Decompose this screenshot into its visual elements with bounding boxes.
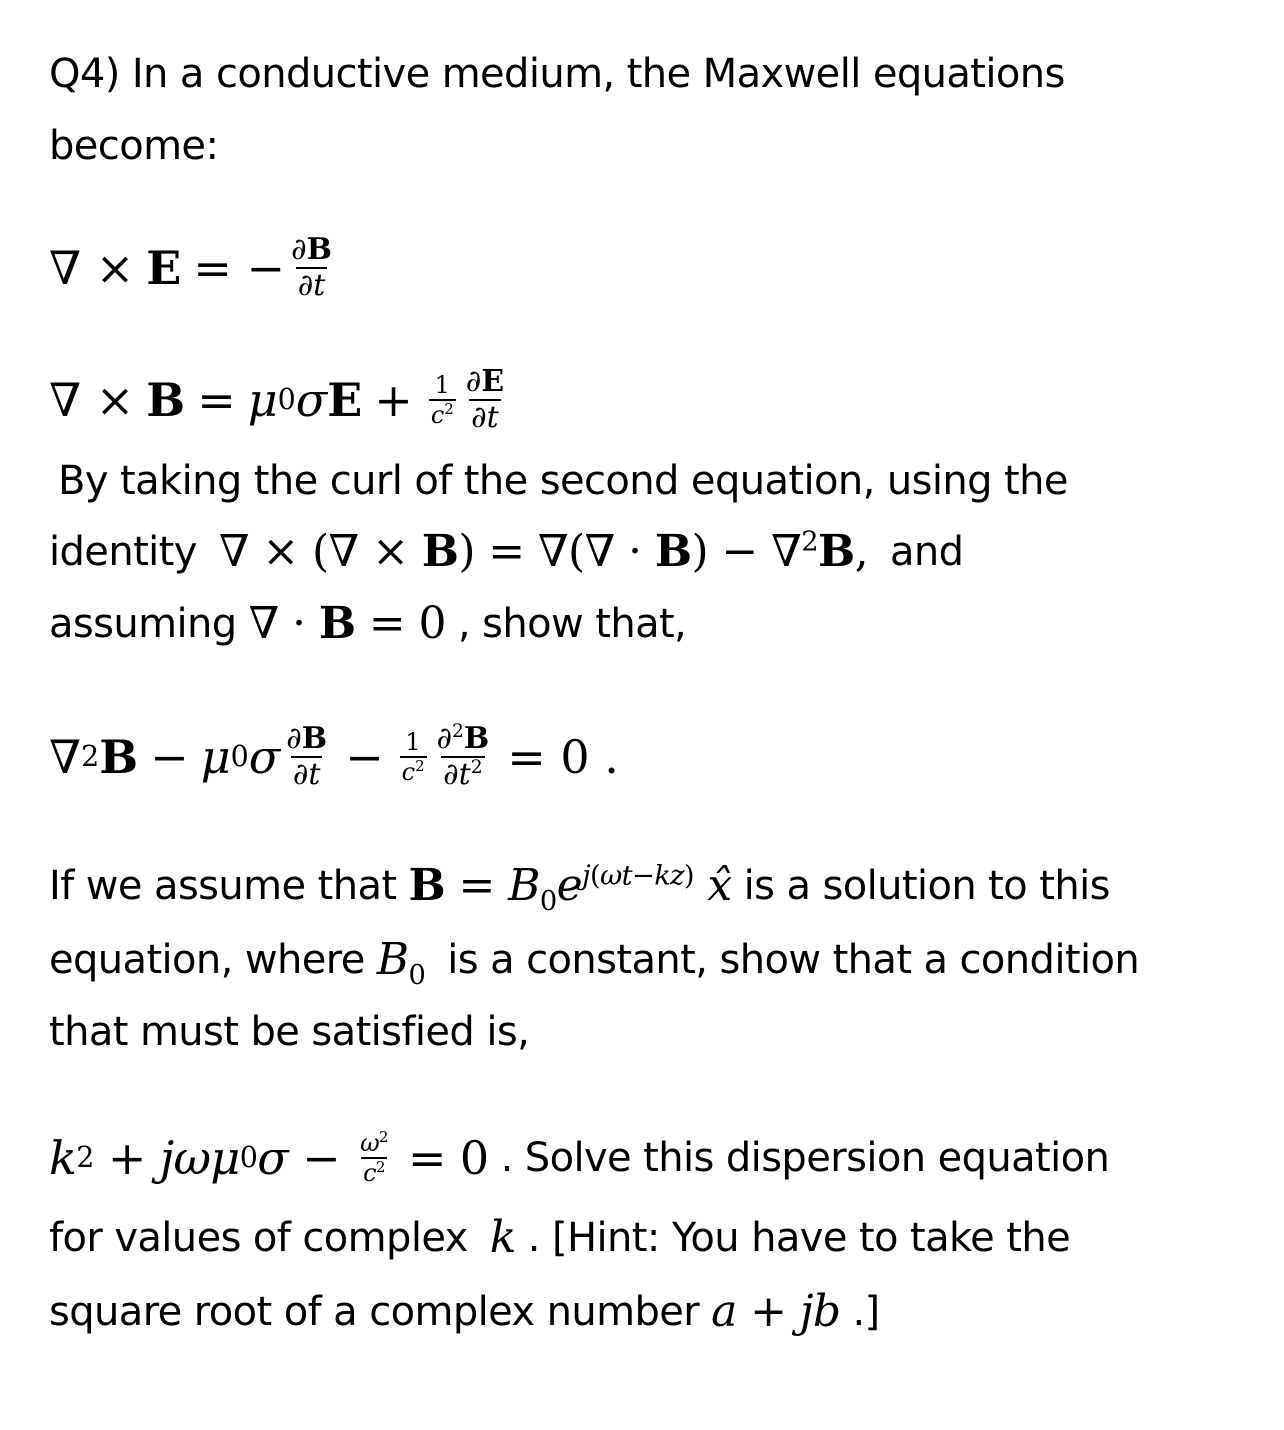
question-title-line-1: Q4) In a conductive medium, the Maxwell equations: [49, 51, 1065, 97]
dB-dt-fraction: $\frac{\partial B}{\partial t}$: [291, 232, 332, 303]
para3-line-2: [49, 1212, 1071, 1263]
wave-equation: ∇ 2 B − μ 0 σ $\frac{\partial B}{\partial t}$ − $\frac{1}{c^2}$ $\frac{\partial^2B}{\partial t^2}$ = 0 .: [49, 721, 619, 792]
end-text: .]: [852, 1289, 880, 1335]
one-over-c2-fraction: $\frac{1}{c^2}$: [430, 371, 454, 429]
dispersion-equation-math: k 2 + jωμ 0 σ − $\frac{\omega^2}{c^2}$ = 0: [49, 1128, 489, 1187]
plane-wave-solution-math: $B = B_0e^{j(\omega t-kz)}$ x̂: [408, 860, 732, 917]
constant-text: is a constant, show that a condition: [447, 937, 1140, 983]
b0-math: $B_0$: [376, 934, 426, 991]
d2B-dt2-fraction: $\frac{\partial^2B}{\partial t^2}$: [436, 721, 490, 792]
sqrt-text: square root of a complex number: [49, 1289, 700, 1335]
hint-text: . [Hint: You have to take the: [527, 1215, 1071, 1261]
one-over-c2-fraction-2: $\frac{1}{c^2}$: [401, 728, 425, 786]
para1-assuming-line: [49, 598, 687, 649]
omega2-over-c2-fraction: $\frac{\omega^2}{c^2}$: [360, 1128, 388, 1187]
para2-line-2: [49, 934, 1140, 991]
faraday-equation: ∇ × E = − $\frac{\partial B}{\partial t}$: [49, 232, 332, 303]
where-text: equation, where: [49, 937, 365, 983]
div-b-zero-math: ∇ · B = 0: [248, 598, 446, 649]
assume-text: If we assume that: [49, 863, 397, 909]
question-title-line-2: become:: [49, 123, 219, 169]
dB-dt-fraction-2: $\frac{\partial B}{\partial t}$: [286, 721, 328, 792]
solve-text: . Solve this dispersion equation: [500, 1135, 1110, 1181]
and-text: and: [889, 529, 964, 575]
dispersion-line: [49, 1118, 1109, 1198]
para2-line-3: that must be satisfied is,: [49, 1009, 530, 1055]
identity-label: identity: [49, 529, 197, 575]
solution-text: is a solution to this: [743, 863, 1110, 909]
show-that-text: , show that,: [457, 601, 687, 647]
ampere-equation: ∇ × B = μ 0 σ E + $\frac{1}{c^2}$ $\frac{\partial E}{\partial t}$: [49, 364, 505, 435]
para2-line-1: [49, 860, 1110, 917]
k-math: k: [489, 1212, 516, 1263]
para1-lead: By taking the curl of the second equation, using the: [58, 458, 1068, 504]
complex-text: for values of complex: [49, 1215, 468, 1261]
dE-dt-fraction: $\frac{\partial E}{\partial t}$: [465, 364, 505, 435]
assuming-text: assuming: [49, 601, 237, 647]
curl-identity-math: ∇ × (∇ × B) = ∇(∇ · B) − ∇$^2$B,: [218, 526, 868, 577]
para3-line-3: [49, 1286, 880, 1337]
para1-identity-line: [49, 526, 964, 577]
a-plus-jb-math: a + jb: [711, 1286, 841, 1337]
